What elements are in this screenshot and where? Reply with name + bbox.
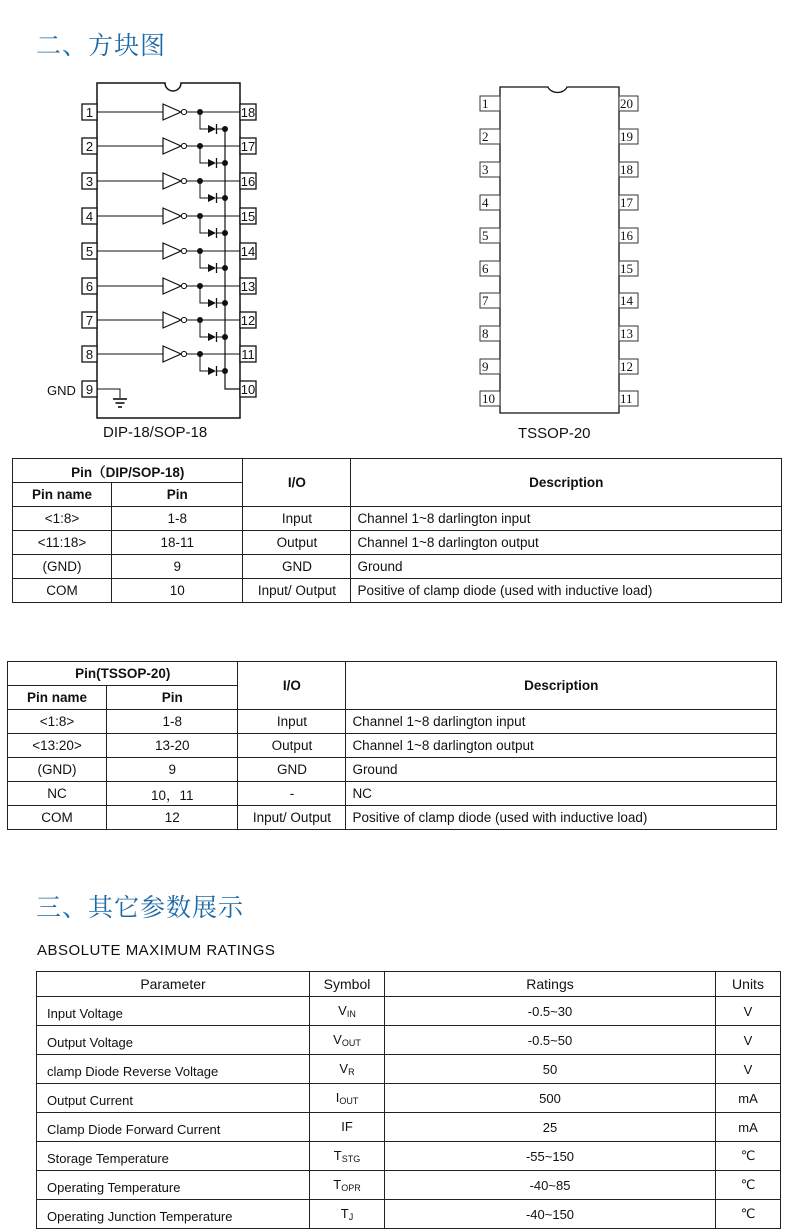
table-row [37, 1200, 781, 1229]
inverter-bubble-icon [181, 248, 186, 253]
dip-right-pin-number: 13 [240, 279, 256, 294]
dip-left-pin-number: 7 [85, 313, 94, 328]
table-row [37, 1084, 781, 1113]
cell-parameter: Output Current [37, 1084, 310, 1113]
header-io: I/O [243, 459, 351, 507]
header-pin-name: Pin name [13, 483, 112, 507]
cell-parameter: Clamp Diode Forward Current [37, 1113, 310, 1142]
cell-pin: 10，11 [107, 782, 238, 806]
inverter-icon [163, 104, 181, 120]
dip-right-pin-number: 18 [240, 105, 256, 120]
cell-symbol [310, 1200, 385, 1229]
cell-parameter: Output Voltage [37, 1026, 310, 1055]
symbol-main: I [335, 1090, 340, 1105]
cell-unit: mA [716, 1113, 781, 1142]
table-row [8, 758, 777, 782]
ratings-title: ABSOLUTE MAXIMUM RATINGS [37, 942, 276, 959]
inverter-icon [163, 278, 181, 294]
cell-rating: 500 [385, 1084, 716, 1113]
dip-right-pin-number: 14 [240, 244, 256, 259]
header-io: I/O [238, 662, 346, 710]
tssop-right-pin-number: 17 [620, 195, 633, 210]
header-pin: Pin [107, 686, 238, 710]
gnd-wire [97, 389, 120, 398]
table-row [8, 806, 777, 830]
table-row [8, 782, 777, 806]
cell-io: Output [243, 531, 351, 555]
cell-description: Positive of clamp diode (used with inductive load) [351, 579, 782, 603]
cell-pin-name: <13:20> [8, 734, 107, 758]
tssop-right-pin-number: 19 [620, 129, 633, 144]
table-row [8, 734, 777, 758]
cell-io: GND [243, 555, 351, 579]
cell-parameter: Input Voltage [37, 997, 310, 1026]
symbol-subscript: OUT [339, 1096, 359, 1106]
tssop-chip-body [500, 87, 619, 413]
cell-description: Channel 1~8 darlington output [346, 734, 777, 758]
cell-parameter: Operating Temperature [37, 1171, 310, 1200]
table-row [13, 507, 782, 531]
inverter-bubble-icon [181, 213, 186, 218]
header-parameter: Parameter [37, 972, 310, 997]
inverter-icon [163, 173, 181, 189]
symbol-subscript: R [348, 1067, 355, 1077]
cell-pin: 1-8 [112, 507, 243, 531]
cell-rating: -40~150 [385, 1200, 716, 1229]
diode-icon [208, 159, 216, 167]
cell-parameter: Storage Temperature [37, 1142, 310, 1171]
cell-rating: -0.5~50 [385, 1026, 716, 1055]
table-row [13, 555, 782, 579]
diode-icon [208, 264, 216, 272]
cell-symbol [310, 1084, 385, 1113]
inverter-bubble-icon [181, 143, 186, 148]
tssop-right-pin-number: 11 [620, 391, 633, 406]
symbol-subscript: IN [346, 1009, 356, 1019]
tssop-right-pin-number: 12 [620, 359, 633, 374]
table-row [37, 1113, 781, 1142]
table-row [13, 579, 782, 603]
tssop-right-pin-number: 15 [620, 261, 633, 276]
inverter-icon [163, 312, 181, 328]
cell-description: Channel 1~8 darlington input [346, 710, 777, 734]
gnd-label: GND [47, 383, 76, 398]
symbol-main: V [338, 1003, 347, 1018]
table-group-header: Pin(TSSOP-20) [8, 662, 238, 686]
inverter-bubble-icon [181, 283, 186, 288]
dip-left-pin-number: 6 [85, 279, 94, 294]
dip-left-pin-number: 1 [85, 105, 94, 120]
inverter-bubble-icon [181, 351, 186, 356]
cell-pin-name: NC [8, 782, 107, 806]
header-ratings: Ratings [385, 972, 716, 997]
cell-pin-name: <11:18> [13, 531, 112, 555]
cell-pin: 10 [112, 579, 243, 603]
dip18-caption: DIP-18/SOP-18 [103, 424, 208, 441]
tssop-left-pin-number: 1 [482, 96, 489, 111]
symbol-subscript: OUT [341, 1038, 361, 1048]
diode-icon [208, 333, 216, 341]
cell-unit: V [716, 1026, 781, 1055]
cell-unit: mA [716, 1084, 781, 1113]
inverter-icon [163, 208, 181, 224]
diode-icon [208, 367, 216, 375]
dip-right-pin-number: 12 [240, 313, 256, 328]
table-row [37, 1026, 781, 1055]
dip-left-pin-number: 2 [85, 139, 94, 154]
tssop-right-pin-number: 14 [620, 293, 633, 308]
table-group-header: Pin（DIP/SOP-18) [13, 459, 243, 483]
dip-right-pin-number: 15 [240, 209, 256, 224]
inverter-icon [163, 243, 181, 259]
cell-unit: ℃ [716, 1171, 781, 1200]
inverter-bubble-icon [181, 109, 186, 114]
header-symbol: Symbol [310, 972, 385, 997]
tssop-right-pin-number: 20 [620, 96, 633, 111]
dip-left-pin-number: 8 [85, 347, 94, 362]
header-pin-name: Pin name [8, 686, 107, 710]
symbol-subscript: STG [341, 1154, 361, 1164]
cell-symbol [310, 997, 385, 1026]
cell-description: NC [346, 782, 777, 806]
cell-pin: 9 [112, 555, 243, 579]
dip-right-pin-number: 10 [240, 382, 256, 397]
symbol-main: IF [341, 1119, 353, 1134]
cell-description: Ground [346, 758, 777, 782]
tssop-left-pin-number: 10 [482, 391, 495, 406]
cell-rating: 50 [385, 1055, 716, 1084]
dip-left-pin-number: 3 [85, 174, 94, 189]
cell-unit: ℃ [716, 1142, 781, 1171]
symbol-subscript: OPR [341, 1183, 361, 1193]
cell-pin: 12 [107, 806, 238, 830]
diode-icon [208, 229, 216, 237]
cell-pin: 13-20 [107, 734, 238, 758]
section-title-other-params: 三、其它参数展示 [36, 893, 245, 922]
tssop20-caption: TSSOP-20 [518, 425, 591, 442]
symbol-main: V [339, 1061, 349, 1076]
table-row [37, 1142, 781, 1171]
section-title-block-diagram: 二、方块图 [36, 31, 167, 60]
dip-left-pin-number: 4 [85, 209, 94, 224]
inverter-bubble-icon [181, 178, 186, 183]
cell-symbol [310, 1113, 385, 1142]
cell-pin-name: (GND) [13, 555, 112, 579]
cell-io: Input [238, 710, 346, 734]
cell-parameter: clamp Diode Reverse Voltage [37, 1055, 310, 1084]
inverter-bubble-icon [181, 317, 186, 322]
tssop-left-pin-number: 2 [482, 129, 489, 144]
inverter-icon [163, 346, 181, 362]
cell-description: Channel 1~8 darlington input [351, 507, 782, 531]
tssop-right-pin-number: 18 [620, 162, 633, 177]
cell-pin: 9 [107, 758, 238, 782]
cell-symbol [310, 1026, 385, 1055]
tssop-left-pin-number: 6 [482, 261, 489, 276]
dip-right-pin-number: 11 [241, 347, 255, 362]
cell-io: Output [238, 734, 346, 758]
tssop-left-pin-number: 9 [482, 359, 489, 374]
inverter-icon [163, 138, 181, 154]
dip-left-pin-number: 5 [85, 244, 94, 259]
cell-rating: -55~150 [385, 1142, 716, 1171]
com-bus-wire [225, 129, 240, 389]
cell-description: Ground [351, 555, 782, 579]
symbol-main: T [333, 1177, 342, 1192]
dip-left-pin-number: 9 [85, 382, 94, 397]
cell-pin: 1-8 [107, 710, 238, 734]
cell-io: Input [243, 507, 351, 531]
cell-symbol [310, 1142, 385, 1171]
cell-rating: -40~85 [385, 1171, 716, 1200]
tssop-left-pin-number: 5 [482, 228, 489, 243]
tssop-right-pin-number: 13 [620, 326, 633, 341]
cell-symbol [310, 1171, 385, 1200]
cell-pin: 18-11 [112, 531, 243, 555]
cell-symbol [310, 1055, 385, 1084]
tssop-left-pin-number: 7 [482, 293, 489, 308]
cell-parameter: Operating Junction Temperature [37, 1200, 310, 1229]
cell-io: - [238, 782, 346, 806]
cell-pin-name: COM [13, 579, 112, 603]
cell-io: GND [238, 758, 346, 782]
table-row [37, 1055, 781, 1084]
symbol-main: T [340, 1206, 349, 1221]
cell-unit: V [716, 997, 781, 1026]
tssop-left-pin-number: 4 [482, 195, 489, 210]
dip-right-pin-number: 16 [240, 174, 256, 189]
tssop-left-pin-number: 3 [482, 162, 489, 177]
header-units: Units [716, 972, 781, 997]
absolute-max-ratings-table [36, 971, 781, 1229]
tssop-left-pin-number: 8 [482, 326, 489, 341]
symbol-subscript: J [348, 1212, 354, 1222]
dip18-block-diagram [0, 0, 790, 460]
cell-io: Input/ Output [243, 579, 351, 603]
cell-pin-name: (GND) [8, 758, 107, 782]
header-pin: Pin [112, 483, 243, 507]
cell-unit: V [716, 1055, 781, 1084]
symbol-main: T [333, 1148, 342, 1163]
table-row [8, 710, 777, 734]
diode-icon [208, 299, 216, 307]
diode-icon [208, 194, 216, 202]
pin-table-dip18 [12, 458, 782, 603]
symbol-main: V [333, 1032, 342, 1047]
cell-io: Input/ Output [238, 806, 346, 830]
dip-right-pin-number: 17 [240, 139, 256, 154]
cell-description: Positive of clamp diode (used with inductive load) [346, 806, 777, 830]
cell-rating: -0.5~30 [385, 997, 716, 1026]
tssop-right-pin-number: 16 [620, 228, 633, 243]
cell-pin-name: <1:8> [8, 710, 107, 734]
cell-pin-name: COM [8, 806, 107, 830]
table-row [37, 997, 781, 1026]
cell-pin-name: <1:8> [13, 507, 112, 531]
cell-rating: 25 [385, 1113, 716, 1142]
pin-table-tssop20 [7, 661, 777, 830]
cell-unit: ℃ [716, 1200, 781, 1229]
table-row [37, 1171, 781, 1200]
header-description: Description [351, 459, 782, 507]
cell-description: Channel 1~8 darlington output [351, 531, 782, 555]
table-row [13, 531, 782, 555]
diode-icon [208, 125, 216, 133]
header-description: Description [346, 662, 777, 710]
